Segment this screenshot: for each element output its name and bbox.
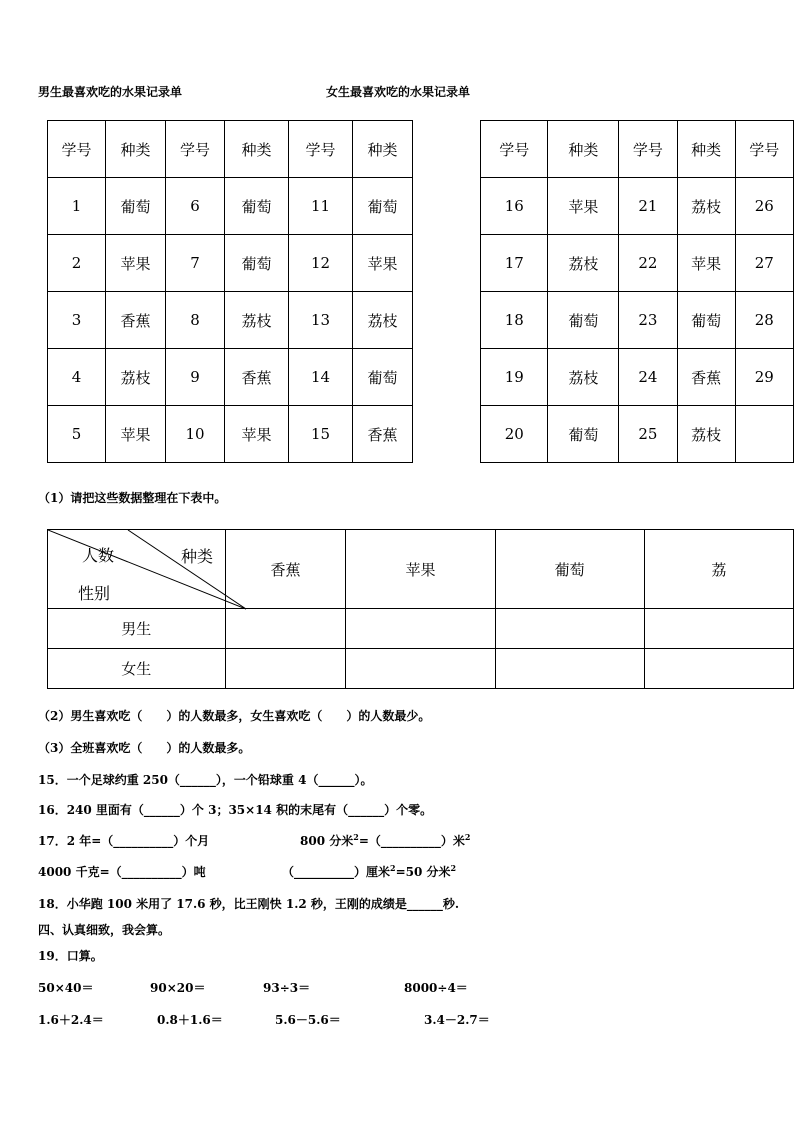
header-cell: 种类	[353, 121, 413, 178]
student-id-cell: 8	[166, 292, 225, 349]
student-id-cell: 21	[619, 178, 677, 235]
student-id-cell: 10	[166, 406, 225, 463]
q17d-post: =50 分米	[395, 865, 451, 879]
girls-table-caption: 女生最喜欢吃的水果记录单	[326, 85, 471, 99]
student-id-cell: 22	[619, 235, 677, 292]
column-header-banana: 香蕉	[225, 530, 346, 609]
student-id-cell: 12	[289, 235, 353, 292]
table-row	[481, 235, 794, 292]
summary-table	[47, 529, 794, 689]
fruit-kind-cell: 葡萄	[548, 292, 619, 349]
student-id-cell: 29	[735, 349, 793, 406]
summary-table-clip	[47, 529, 794, 691]
girls-table-clip	[480, 120, 794, 470]
row-header-boys: 男生	[48, 609, 226, 649]
fruit-kind-cell: 荔枝	[548, 349, 619, 406]
table-row	[481, 178, 794, 235]
answer-cell[interactable]	[495, 609, 644, 649]
student-id-cell	[735, 406, 793, 463]
fruit-kind-cell: 荔枝	[225, 292, 289, 349]
diagonal-header-cell	[48, 530, 226, 609]
table-row	[48, 292, 413, 349]
fruit-kind-cell: 荔枝	[677, 178, 735, 235]
header-cell: 学号	[735, 121, 793, 178]
fruit-kind-cell: 荔枝	[353, 292, 413, 349]
fruit-kind-cell: 苹果	[106, 406, 166, 463]
fruit-kind-cell: 荔枝	[106, 349, 166, 406]
header-cell: 学号	[166, 121, 225, 178]
student-id-cell: 28	[735, 292, 793, 349]
fruit-kind-cell: 葡萄	[225, 235, 289, 292]
student-id-cell: 14	[289, 349, 353, 406]
answer-cell[interactable]	[225, 609, 346, 649]
boys-table-caption: 男生最喜欢吃的水果记录单	[38, 85, 183, 99]
fruit-kind-cell: 苹果	[353, 235, 413, 292]
question-15: 15．一个足球约重 250（______），一个铅球重 4（______）。	[38, 773, 373, 787]
student-id-cell: 25	[619, 406, 677, 463]
fruit-kind-cell: 葡萄	[106, 178, 166, 235]
section-4-heading: 四、认真细致，我会算。	[38, 923, 171, 937]
table-row	[481, 406, 794, 463]
student-id-cell: 5	[48, 406, 106, 463]
header-cell: 学号	[481, 121, 548, 178]
row-header-girls: 女生	[48, 649, 226, 689]
calc-item: 5.6－5.6＝	[275, 1013, 341, 1027]
fruit-kind-cell: 苹果	[225, 406, 289, 463]
student-id-cell: 26	[735, 178, 793, 235]
student-id-cell: 19	[481, 349, 548, 406]
question-17c: 4000 千克=（__________）吨	[38, 865, 206, 879]
student-id-cell: 15	[289, 406, 353, 463]
question-19: 19．口算。	[38, 949, 103, 963]
fruit-kind-cell: 葡萄	[353, 349, 413, 406]
student-id-cell: 13	[289, 292, 353, 349]
fruit-kind-cell: 苹果	[106, 235, 166, 292]
answer-cell[interactable]	[644, 609, 793, 649]
student-id-cell: 9	[166, 349, 225, 406]
table-row	[48, 178, 413, 235]
q17b-pre: 800 分米	[300, 834, 354, 848]
column-header-grape: 葡萄	[495, 530, 644, 609]
calc-item: 1.6＋2.4＝	[38, 1013, 104, 1027]
question-18: 18．小华跑 100 米用了 17.6 秒，比王刚快 1.2 秒，王刚的成绩是______秒.	[38, 897, 460, 911]
calc-item: 93÷3＝	[263, 981, 311, 995]
question-1: （1）请把这些数据整理在下表中。	[38, 491, 227, 505]
question-17b	[300, 832, 470, 849]
student-id-cell: 3	[48, 292, 106, 349]
header-cell: 种类	[106, 121, 166, 178]
question-16: 16．240 里面有（______）个 3；35×14 积的末尾有（______）个零。	[38, 803, 433, 817]
answer-cell[interactable]	[644, 649, 793, 689]
q17d-sq: 2	[390, 863, 396, 873]
student-id-cell: 27	[735, 235, 793, 292]
fruit-kind-cell: 香蕉	[353, 406, 413, 463]
student-id-cell: 11	[289, 178, 353, 235]
fruit-kind-cell: 葡萄	[225, 178, 289, 235]
question-2: （2）男生喜欢吃（ ）的人数最多，女生喜欢吃（ ）的人数最少。	[38, 709, 431, 723]
fruit-kind-cell: 葡萄	[353, 178, 413, 235]
table-row	[48, 406, 413, 463]
student-id-cell: 18	[481, 292, 548, 349]
table-row	[481, 349, 794, 406]
fruit-kind-cell: 苹果	[677, 235, 735, 292]
student-id-cell: 17	[481, 235, 548, 292]
student-id-cell: 16	[481, 178, 548, 235]
answer-cell[interactable]	[495, 649, 644, 689]
table-row	[48, 349, 413, 406]
student-id-cell: 20	[481, 406, 548, 463]
calc-item: 0.8＋1.6＝	[157, 1013, 223, 1027]
calc-item: 8000÷4＝	[404, 981, 468, 995]
q17b-mid: =（__________）米	[358, 834, 465, 848]
student-id-cell: 23	[619, 292, 677, 349]
fruit-kind-cell: 葡萄	[548, 406, 619, 463]
table-row	[48, 235, 413, 292]
fruit-kind-cell: 荔枝	[677, 406, 735, 463]
header-cell: 种类	[225, 121, 289, 178]
calc-item: 50×40＝	[38, 981, 94, 995]
question-3: （3）全班喜欢吃（ ）的人数最多。	[38, 741, 251, 755]
corner-kind-label: 种类	[181, 547, 214, 566]
fruit-kind-cell: 荔枝	[548, 235, 619, 292]
answer-cell[interactable]	[225, 649, 346, 689]
header-cell: 种类	[548, 121, 619, 178]
student-id-cell: 6	[166, 178, 225, 235]
header-cell: 种类	[677, 121, 735, 178]
fruit-kind-cell: 葡萄	[677, 292, 735, 349]
fruit-kind-cell: 苹果	[548, 178, 619, 235]
girls-record-table	[480, 120, 794, 463]
answer-cell[interactable]	[346, 649, 495, 689]
student-id-cell: 24	[619, 349, 677, 406]
calc-item: 90×20＝	[150, 981, 206, 995]
q17b-sq: 2	[353, 832, 359, 842]
student-id-cell: 7	[166, 235, 225, 292]
q17d-sq2: 2	[450, 863, 457, 873]
calc-item: 3.4－2.7＝	[424, 1013, 490, 1027]
header-cell: 学号	[289, 121, 353, 178]
student-id-cell: 4	[48, 349, 106, 406]
student-id-cell: 1	[48, 178, 106, 235]
fruit-kind-cell: 香蕉	[225, 349, 289, 406]
fruit-kind-cell: 香蕉	[106, 292, 166, 349]
question-17d	[282, 863, 456, 880]
table-row	[481, 292, 794, 349]
answer-cell[interactable]	[346, 609, 495, 649]
header-cell: 学号	[48, 121, 106, 178]
boys-record-table	[47, 120, 413, 463]
fruit-kind-cell: 香蕉	[677, 349, 735, 406]
q17b-sq2: 2	[464, 832, 471, 842]
column-header-lychee: 荔	[644, 530, 793, 609]
corner-gender-label: 性别	[78, 584, 111, 603]
column-header-apple: 苹果	[346, 530, 495, 609]
student-id-cell: 2	[48, 235, 106, 292]
q17d-pre: （__________）厘米	[282, 865, 391, 879]
question-17a: 17．2 年=（__________）个月	[38, 834, 210, 848]
corner-people-label: 人数	[82, 546, 115, 565]
header-cell: 学号	[619, 121, 677, 178]
